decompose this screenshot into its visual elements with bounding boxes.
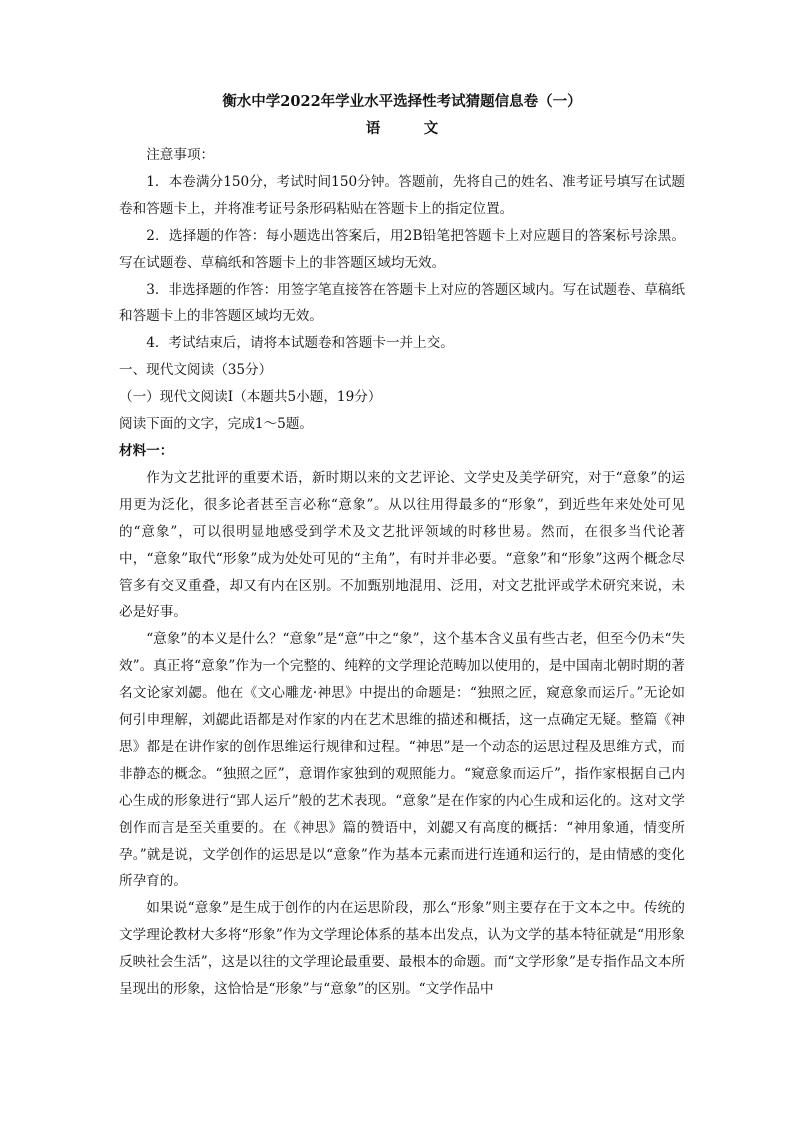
notice-item-4: 4．考试结束后，请将本试题卷和答题卡一并上交。 bbox=[146, 335, 454, 352]
notice-heading: 注意事项： bbox=[146, 147, 215, 163]
material-paragraph-1: 作为文艺批评的重要术语，新时期以来的文艺评论、文学史及美学研究，对于“意象”的运用更为泛化，很多论者甚至言必称“意象”。从以往用得最多的“形象”，到近些年来处处可见的“意象”，可以很明显地感受到学术及文艺批评领域的时移世易。然而，在很多当代论著中，“意象”取代“形象”成为处处可见的“主角”，有时并非必要。“意象”和“形象”这两个概念尽管多有交叉重叠，却又有内在区别。不加甄别地混用、泛用，对文艺批评或学术研究来说，未必是好事。 bbox=[119, 469, 685, 621]
exam-title: 衡水中学2022年学业水平选择性考试猜题信息卷（一） bbox=[222, 93, 582, 110]
notice-item-3: 3．非选择题的作答：用签字笔直接答在答题卡上对应的答题区域内。写在试题卷、草稿纸和答题卡上的非答题区域均无效。 bbox=[119, 281, 685, 325]
material-paragraph-2: “意象”的本义是什么？“意象”是“意”中之“象”，这个基本含义虽有些古老，但至今仍未“失效”。真正将“意象”作为一个完整的、纯粹的文学理论范畴加以使用的，是中国南北朝时期的著名文论家刘勰。他在《文心雕龙·神思》中提出的命题是：“独照之匠，窥意象而运斤。”无论如何引申理解，刘勰此语都是对作家的内在艺术思维的描述和概括，这一点确定无疑。整篇《神思》都是在讲作家的创作思维运行规律和过程。“神思”是一个动态的运思过程及思维方式，而非静态的概念。“独照之匠”，意谓作家独到的观照能力。“窥意象而运斤”，指作家根据自己内心生成的形象进行“郢人运斤”般的艺术表现。“意象”是在作家的内心生成和运化的。这对文学创作而言是至关重要的。在《神思》篇的赞语中，刘勰又有高度的概括：“神用象通，情变所孕。”就是说，文学创作的运思是以“意象”作为基本元素而进行连通和运行的，是由情感的变化所孕育的。 bbox=[119, 631, 685, 890]
reading-instruction: 阅读下面的文字，完成1～5题。 bbox=[119, 416, 314, 433]
subject-title: 语文 bbox=[365, 120, 482, 137]
section-heading: 一、现代文阅读（35分） bbox=[119, 362, 273, 379]
page-content bbox=[119, 88, 685, 1003]
material-label: 材料一： bbox=[119, 442, 174, 459]
subsection-heading: （一）现代文阅读Ⅰ（本题共5小题，19分） bbox=[119, 389, 382, 406]
material-paragraph-3: 如果说“意象”是生成于创作的内在运思阶段，那么“形象”则主要存在于文本之中。传统的文学理论教材大多将“形象”作为文学理论体系的基本出发点，认为文学的基本特征就是“用形象反映社会生活”，这是以往的文学理论最重要、最根本的命题。而“文学形象”是专指作品文本所呈现出的形象，这恰恰是“形象”与“意象”的区别。“文学作品中 bbox=[119, 900, 685, 998]
notice-item-1: 1．本卷满分150分，考试时间150分钟。答题前，先将自己的姓名、准考证号填写在试题卷和答题卡上，并将准考证号条形码粘贴在答题卡上的指定位置。 bbox=[119, 173, 685, 217]
notice-item-2: 2．选择题的作答：每小题选出答案后，用2B铅笔把答题卡上对应题目的答案标号涂黑。写在试题卷、草稿纸和答题卡上的非答题区域均无效。 bbox=[119, 227, 685, 271]
